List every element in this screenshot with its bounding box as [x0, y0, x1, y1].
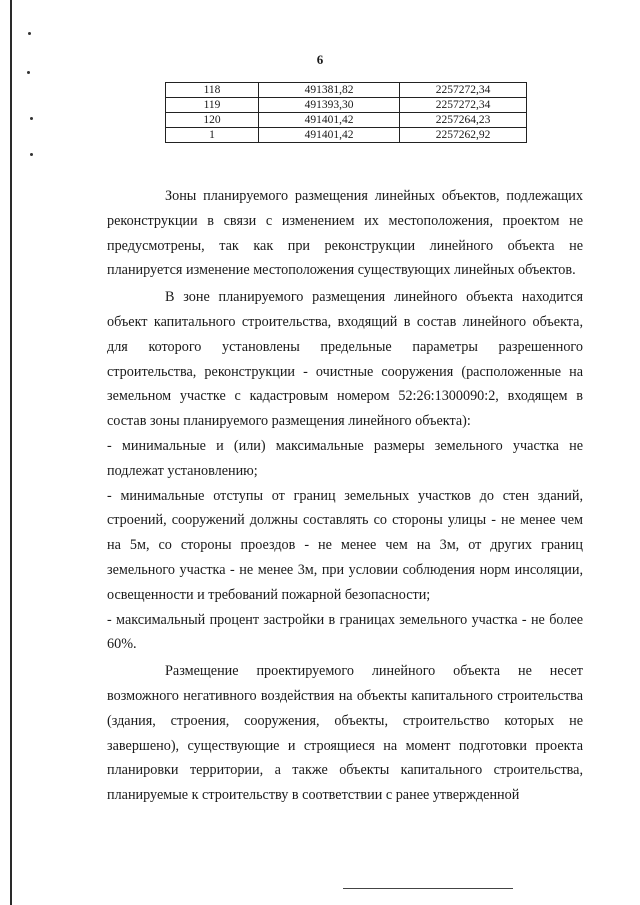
- table-cell: 491393,30: [259, 98, 400, 113]
- table-row: [166, 128, 527, 143]
- paragraph-zones: Зоны планируемого размещения линейных объектов, подлежащих реконструкции в связи с изменением их местоположения, проектом не предусмотрены, так как при реконструкции линейного объекта не планируется изменение местоположения существующих линейных объектов.: [107, 188, 583, 279]
- table-cell: 119: [166, 98, 259, 113]
- punch-hole-mark: [30, 153, 33, 156]
- list-item-plot-size: - минимальные и (или) максимальные размеры земельного участка не подлежат установлению;: [107, 437, 583, 479]
- table-cell: 491381,82: [259, 83, 400, 98]
- list-item-building-percent: - максимальный процент застройки в границах земельного участка - не более 60%.: [107, 611, 583, 653]
- punch-hole-mark: [28, 32, 31, 35]
- punch-hole-mark: [27, 71, 30, 74]
- page-number: 6: [316, 52, 324, 67]
- table-cell: 2257264,23: [400, 113, 527, 128]
- table-row: [166, 83, 527, 98]
- footer-rule: [343, 888, 513, 889]
- table-cell: 120: [166, 113, 259, 128]
- paragraph-capital-object: В зоне планируемого размещения линейного объекта находится объект капитального строительства, входящий в состав линейного объекта, для которого установлены предельные параметры разрешенного строительства, реконструкции - очистные сооружения (расположенные на земельном участке с кадастровым номером 52:26:1300090:2, входящем в состав зоны планируемого размещения линейного объекта):: [107, 289, 583, 430]
- coordinates-table: [165, 82, 527, 143]
- table-cell: 491401,42: [259, 113, 400, 128]
- table-cell: 1: [166, 128, 259, 143]
- table-cell: 118: [166, 83, 259, 98]
- document-body: [107, 184, 583, 808]
- table-cell: 2257262,92: [400, 128, 527, 143]
- list-item-setbacks: - минимальные отступы от границ земельных участков до стен зданий, строений, сооружений должны составлять со стороны улицы - не менее чем на 5м, со стороны проездов - не менее чем на 3м, от других границ земельного участка - не менее 3м, при условии соблюдения норм инсоляции, освещенности и требований пожарной безопасности;: [107, 487, 583, 603]
- table-cell: 2257272,34: [400, 98, 527, 113]
- binding-edge-line: [10, 0, 12, 905]
- table-cell: 2257272,34: [400, 83, 527, 98]
- table-row: [166, 113, 527, 128]
- table-row: [166, 98, 527, 113]
- table-cell: 491401,42: [259, 128, 400, 143]
- punch-hole-mark: [30, 117, 33, 120]
- paragraph-impact: Размещение проектируемого линейного объекта не несет возможного негативного воздействия на объекты капитального строительства (здания, строения, сооружения, объекты, строительство которых не завершено), существующие и строящиеся на момент подготовки проекта планировки территории, а также объекты капитального строительства, планируемые к строительству в соответствии с ранее утвержденной: [107, 663, 583, 804]
